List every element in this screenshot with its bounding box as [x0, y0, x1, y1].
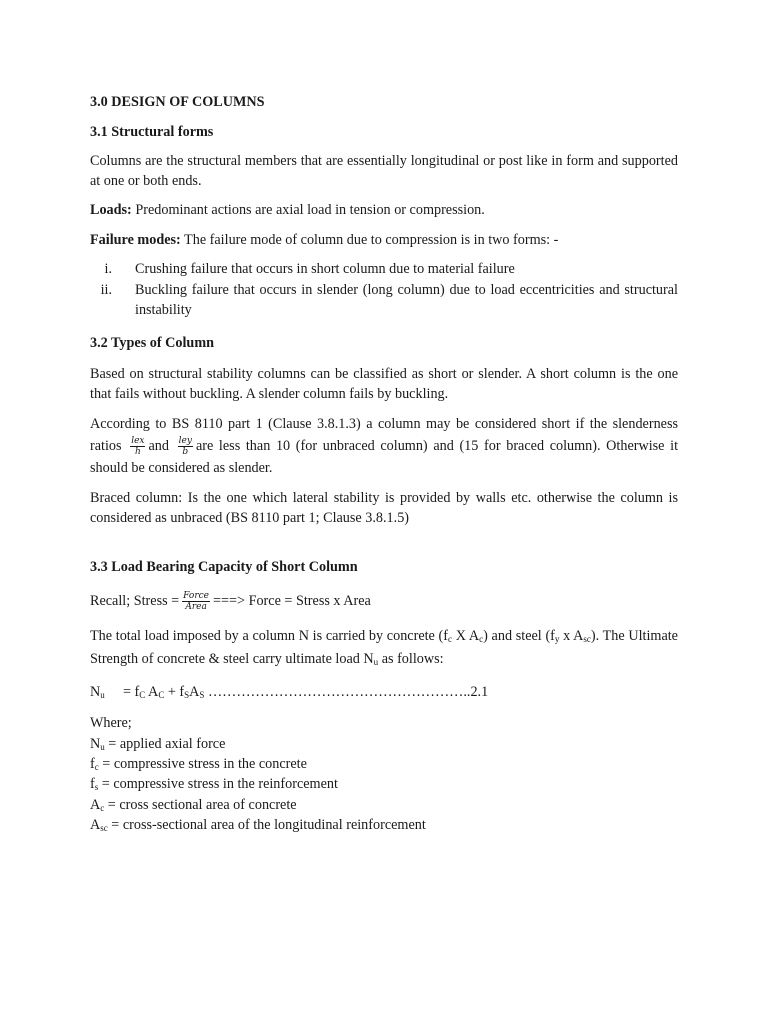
definition-text: = cross-sectional area of the longitudinal reinforcement: [107, 817, 426, 833]
slenderness-and: and: [148, 438, 169, 454]
definition-symbol: N: [90, 736, 101, 752]
definition-text: = compressive stress in the reinforcement: [98, 776, 338, 792]
subscript: C: [158, 690, 165, 700]
subscript: c: [94, 762, 99, 772]
subscript: sc: [583, 634, 591, 644]
paragraph-slenderness: [90, 413, 678, 479]
recall-stress-formula: [90, 590, 678, 612]
heading-structural-forms: 3.1 Structural forms: [90, 124, 214, 140]
equation-text: + f: [164, 684, 185, 700]
subscript: u: [100, 742, 105, 752]
equation-text: A: [145, 684, 159, 700]
recall-text-a: Recall; Stress =: [90, 593, 180, 609]
total-load-text: x A: [559, 628, 584, 644]
loads-label: Loads:: [90, 202, 132, 218]
subscript: S: [199, 690, 205, 700]
subscript: sc: [100, 823, 108, 833]
slenderness-text-a: According to BS 8110 part 1 (Clause 3.8.1.3) a column may be considered short if the slenderness ratios: [90, 416, 678, 454]
list-item-text: Buckling failure that occurs in slender (long column) due to load eccentricities and structural instability: [135, 282, 678, 318]
heading-design-of-columns: 3.0 DESIGN OF COLUMNS: [90, 94, 265, 110]
failure-modes-text: The failure mode of column due to compression is in two forms: -: [180, 232, 559, 248]
equation-rhs: [123, 682, 488, 705]
equation-symbol: N: [90, 684, 101, 700]
subscript: u: [100, 690, 105, 700]
where-label: Where;: [90, 715, 132, 731]
subscript: C: [139, 690, 146, 700]
definition-symbol: A: [90, 817, 101, 833]
total-load-text: ). The Ultimate Strength of concrete & steel carry ultimate load N: [90, 628, 678, 667]
equation-number: ………………………………………………..2.1: [204, 684, 489, 700]
equation-text: = f: [123, 684, 140, 700]
subscript: S: [184, 690, 190, 700]
fraction-lex-over-h: [130, 436, 145, 457]
subscript: y: [554, 634, 560, 644]
loads-text: Predominant actions are axial load in tension or compression.: [131, 202, 485, 218]
subscript: c: [100, 803, 105, 813]
list-marker: i.: [104, 261, 112, 277]
fraction-denominator: h: [134, 447, 141, 458]
fraction-force-over-area: [182, 591, 210, 612]
paragraph-stability-classification: Based on structural stability columns can be classified as short or slender. A short column is the one that fails without buckling. A slender column fails by buckling.: [90, 366, 678, 402]
subscript: u: [373, 657, 379, 667]
paragraph-total-load: [90, 626, 678, 672]
definition-text: = applied axial force: [104, 736, 226, 752]
definition-asc: [90, 815, 678, 838]
definition-symbol: f: [90, 776, 95, 792]
paragraph-loads: [90, 200, 678, 220]
total-load-text: as follows:: [378, 651, 444, 667]
definition-text: = cross sectional area of concrete: [104, 797, 297, 813]
fraction-numerator: ley: [178, 436, 192, 447]
failure-modes-label: Failure modes:: [90, 232, 181, 248]
heading-load-bearing-capacity: 3.3 Load Bearing Capacity of Short Column: [90, 559, 358, 575]
subscript: c: [479, 634, 484, 644]
subscript: s: [94, 782, 99, 792]
equation-text: A: [189, 684, 200, 700]
paragraph-failure-modes: [90, 230, 678, 250]
subscript: c: [448, 634, 452, 644]
definition-symbol: f: [90, 756, 95, 772]
fraction-ley-over-b: [178, 436, 193, 457]
fraction-denominator: Area: [185, 602, 207, 613]
fraction-numerator: Force: [183, 591, 210, 602]
definition-fs: [90, 774, 678, 797]
total-load-text: The total load imposed by a column N is carried by concrete (f: [90, 628, 448, 644]
definition-symbol: A: [90, 797, 101, 813]
fraction-numerator: lex: [131, 436, 145, 447]
recall-text-b: ===> Force = Stress x Area: [213, 593, 371, 609]
total-load-text: X A: [452, 628, 480, 644]
fraction-denominator: b: [182, 447, 189, 458]
list-item-text: Crushing failure that occurs in short column due to material failure: [135, 261, 515, 277]
paragraph-columns-definition: Columns are the structural members that are essentially longitudinal or post like in form and supported at one or both ends.: [90, 153, 678, 189]
slenderness-text-b: are less than 10 (for unbraced column) and (15 for braced column). Otherwise it should be considered as slender.: [90, 438, 679, 477]
total-load-text: ) and steel (f: [483, 628, 555, 644]
heading-types-of-column: 3.2 Types of Column: [90, 335, 215, 351]
paragraph-braced-column: Braced column: Is the one which lateral stability is provided by walls etc. otherwise the column is considered as unbraced (BS 8110 part 1; Clause 3.8.1.5): [90, 490, 678, 526]
list-marker: ii.: [100, 282, 112, 298]
definition-text: = compressive stress in the concrete: [98, 756, 307, 772]
equation-lhs: [90, 682, 105, 705]
